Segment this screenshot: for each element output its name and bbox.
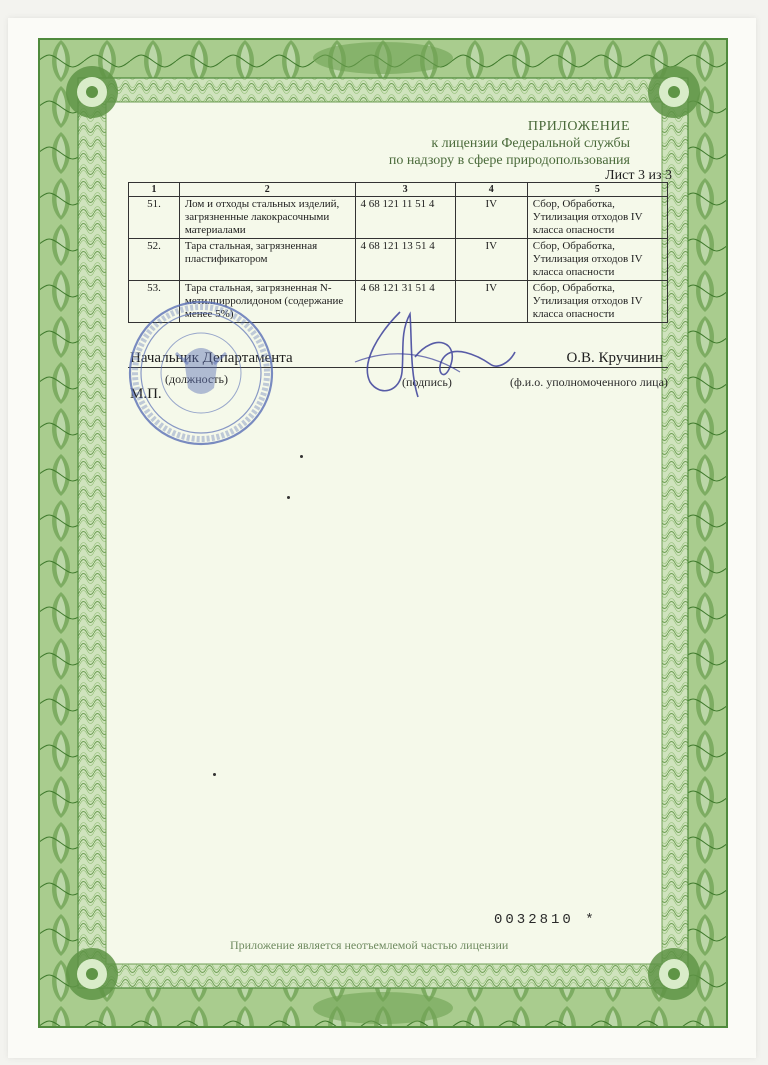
activity-type: Сбор, Обработка, Утилизация отходов IV класса опасности [527,239,667,281]
annex-title: ПРИЛОЖЕНИЕ [527,119,630,134]
activity-type: Сбор, Обработка, Утилизация отходов IV класса опасности [527,197,667,239]
form-serial-number: 0032810 * [494,912,597,928]
waste-name: Тара стальная, загрязненная пластификатором [179,239,355,281]
footer-note: Приложение является неотъемлемой частью лицензии [230,938,509,952]
signature-caption: (подпись) [402,375,452,389]
paper-speck [213,773,216,776]
name-caption: (ф.и.о. уполномоченного лица) [510,375,668,389]
hazard-class: IV [455,239,527,281]
hazard-class: IV [455,281,527,323]
row-number: 51. [129,197,180,239]
waste-name: Лом и отходы стальных изделий, загрязненные лакокрасочными материалами [179,197,355,239]
row-number: 52. [129,239,180,281]
waste-name: Тара стальная, загрязненная N-метилпирролидоном (содержание менее 5%) [179,281,355,323]
signature-icon [340,302,520,417]
column-header: 4 [455,183,527,197]
annex-subtitle-line2: по надзору в сфере природопользования [388,153,630,168]
hazard-class: IV [455,197,527,239]
column-header: 1 [129,183,180,197]
table-row [129,197,668,239]
official-position: Начальник Департамента [130,350,293,366]
official-name: О.В. Кручинин [566,350,663,366]
table-row [129,239,668,281]
table-header-row [129,183,668,197]
row-number: 53. [129,281,180,323]
paper-speck [287,496,290,499]
annex-subtitle-line1: к лицензии Федеральной службы [431,136,630,151]
column-header: 2 [179,183,355,197]
paper-speck [300,455,303,458]
seal-icon [126,298,276,448]
activity-type: Сбор, Обработка, Утилизация отходов IV класса опасности [527,281,667,323]
waste-code: 4 68 121 31 51 4 [355,281,455,323]
position-caption: (должность) [165,372,228,386]
official-seal-stamp [126,298,276,448]
waste-code: 4 68 121 11 51 4 [355,197,455,239]
handwritten-signature [340,302,520,417]
annex-header [389,118,630,169]
column-header: 5 [527,183,667,197]
waste-code: 4 68 121 13 51 4 [355,239,455,281]
seal-label: М.П. [130,386,162,402]
sheet-number: Лист 3 из 3 [605,168,672,183]
column-header: 3 [355,183,455,197]
